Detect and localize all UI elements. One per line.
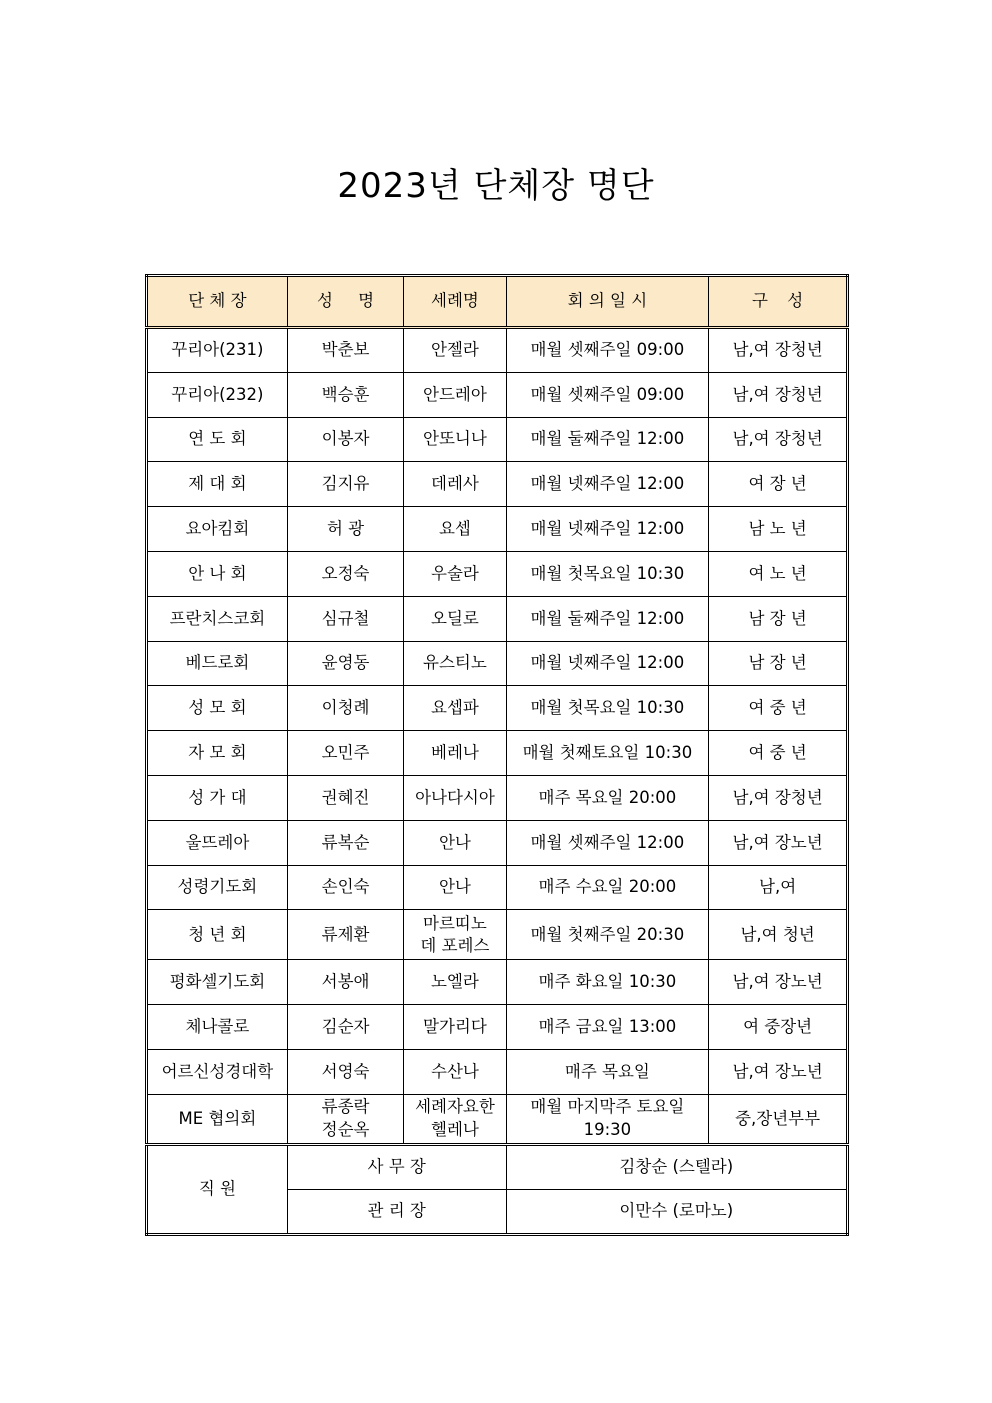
table-row xyxy=(147,551,848,596)
meeting-cell: 매월 첫목요일 10:30 xyxy=(506,551,709,596)
name-cell: 이봉자 xyxy=(287,417,403,462)
group-cell: 남,여 청년 xyxy=(709,910,848,960)
table-row xyxy=(147,1094,848,1144)
name-cell: 서봉애 xyxy=(287,960,403,1005)
group-cell: 남,여 장청년 xyxy=(709,328,848,373)
baptism-cell-line: 마르띠노 xyxy=(423,913,487,933)
org-cell: 연 도 회 xyxy=(147,417,288,462)
header-row xyxy=(147,276,848,328)
org-cell: 청 년 회 xyxy=(147,910,288,960)
name-cell: 김지유 xyxy=(287,462,403,507)
baptism-cell: 우술라 xyxy=(404,551,506,596)
org-cell: 자 모 회 xyxy=(147,731,288,776)
header-org: 단 체 장 xyxy=(147,276,288,328)
table-row xyxy=(147,462,848,507)
group-cell: 남,여 xyxy=(709,865,848,910)
baptism-cell: 안드레아 xyxy=(404,372,506,417)
org-cell: ME 협의회 xyxy=(147,1094,288,1144)
group-cell: 중,장년부부 xyxy=(709,1094,848,1144)
name-cell: 권혜진 xyxy=(287,775,403,820)
meeting-cell-line: 매월 마지막주 토요일 xyxy=(530,1097,685,1117)
name-cell-line: 정순옥 xyxy=(321,1119,370,1139)
baptism-cell: 말가리다 xyxy=(404,1005,506,1050)
org-cell: 제 대 회 xyxy=(147,462,288,507)
roster-body xyxy=(147,328,848,1235)
meeting-cell: 매월 둘째주일 12:00 xyxy=(506,417,709,462)
group-cell: 여 중 년 xyxy=(709,731,848,776)
name-cell: 김순자 xyxy=(287,1005,403,1050)
meeting-cell: 매월 첫목요일 10:30 xyxy=(506,686,709,731)
group-cell: 여 장 년 xyxy=(709,462,848,507)
org-cell: 꾸리아(231) xyxy=(147,328,288,373)
baptism-cell: 오딜로 xyxy=(404,596,506,641)
name-cell xyxy=(287,1094,403,1144)
table-row xyxy=(147,865,848,910)
meeting-cell: 매월 둘째주일 12:00 xyxy=(506,596,709,641)
name-cell: 박춘보 xyxy=(287,328,403,373)
table-row xyxy=(147,372,848,417)
page-title: 2023년 단체장 명단 xyxy=(337,166,655,206)
header-group: 구 성 xyxy=(709,276,848,328)
group-cell: 여 중장년 xyxy=(709,1005,848,1050)
baptism-cell: 안또니나 xyxy=(404,417,506,462)
org-cell: 평화셀기도회 xyxy=(147,960,288,1005)
meeting-cell: 매월 첫째토요일 10:30 xyxy=(506,731,709,776)
baptism-cell-line: 세례자요한 xyxy=(415,1097,495,1117)
table-row xyxy=(147,1005,848,1050)
org-cell: 꾸리아(232) xyxy=(147,372,288,417)
meeting-cell: 매주 목요일 xyxy=(506,1049,709,1094)
meeting-cell: 매월 셋째주일 09:00 xyxy=(506,328,709,373)
group-cell: 여 중 년 xyxy=(709,686,848,731)
name-cell: 이청례 xyxy=(287,686,403,731)
group-cell: 남,여 장청년 xyxy=(709,372,848,417)
table-row xyxy=(147,820,848,865)
meeting-cell-line: 19:30 xyxy=(583,1119,632,1139)
baptism-cell: 안나 xyxy=(404,820,506,865)
org-cell: 울뜨레아 xyxy=(147,820,288,865)
staff-row xyxy=(147,1144,848,1189)
group-cell: 여 노 년 xyxy=(709,551,848,596)
baptism-cell: 안젤라 xyxy=(404,328,506,373)
name-cell: 서영숙 xyxy=(287,1049,403,1094)
org-cell: 베드로회 xyxy=(147,641,288,686)
group-cell: 남,여 장청년 xyxy=(709,775,848,820)
baptism-cell-line: 데 포레스 xyxy=(420,935,490,955)
group-cell: 남 장 년 xyxy=(709,596,848,641)
name-cell-line: 류종락 xyxy=(321,1097,370,1117)
meeting-cell: 매주 금요일 13:00 xyxy=(506,1005,709,1050)
staff-role: 사 무 장 xyxy=(287,1144,506,1189)
name-cell: 오민주 xyxy=(287,731,403,776)
name-cell: 심규철 xyxy=(287,596,403,641)
roster-table-wrapper xyxy=(145,274,849,1236)
table-row xyxy=(147,596,848,641)
baptism-cell: 데레사 xyxy=(404,462,506,507)
name-cell: 허 광 xyxy=(287,507,403,552)
roster-table xyxy=(145,274,849,1236)
meeting-cell: 매월 넷째주일 12:00 xyxy=(506,641,709,686)
meeting-cell xyxy=(506,1094,709,1144)
table-row xyxy=(147,1049,848,1094)
baptism-cell: 안나 xyxy=(404,865,506,910)
staff-person: 이만수 (로마노) xyxy=(506,1189,847,1234)
baptism-cell: 유스티노 xyxy=(404,641,506,686)
org-cell: 프란치스코회 xyxy=(147,596,288,641)
meeting-cell: 매주 수요일 20:00 xyxy=(506,865,709,910)
header-meeting: 회 의 일 시 xyxy=(506,276,709,328)
org-cell: 성령기도회 xyxy=(147,865,288,910)
table-row xyxy=(147,507,848,552)
name-cell: 오정숙 xyxy=(287,551,403,596)
baptism-cell: 수산나 xyxy=(404,1049,506,1094)
table-row xyxy=(147,775,848,820)
org-cell: 성 모 회 xyxy=(147,686,288,731)
table-row xyxy=(147,328,848,373)
meeting-cell: 매월 셋째주일 12:00 xyxy=(506,820,709,865)
baptism-cell: 노엘라 xyxy=(404,960,506,1005)
name-cell: 백승훈 xyxy=(287,372,403,417)
name-cell: 손인숙 xyxy=(287,865,403,910)
group-cell: 남,여 장청년 xyxy=(709,417,848,462)
meeting-cell: 매월 넷째주일 12:00 xyxy=(506,507,709,552)
header-name: 성 명 xyxy=(287,276,403,328)
group-cell: 남,여 장노년 xyxy=(709,960,848,1005)
baptism-cell: 요셉파 xyxy=(404,686,506,731)
table-row xyxy=(147,960,848,1005)
baptism-cell: 아나다시아 xyxy=(404,775,506,820)
baptism-cell: 베레나 xyxy=(404,731,506,776)
group-cell: 남 장 년 xyxy=(709,641,848,686)
baptism-cell xyxy=(404,1094,506,1144)
name-cell: 류제환 xyxy=(287,910,403,960)
org-cell: 안 나 회 xyxy=(147,551,288,596)
org-cell: 성 가 대 xyxy=(147,775,288,820)
staff-person: 김창순 (스텔라) xyxy=(506,1144,847,1189)
meeting-cell: 매주 목요일 20:00 xyxy=(506,775,709,820)
meeting-cell: 매월 넷째주일 12:00 xyxy=(506,462,709,507)
org-cell: 요아킴회 xyxy=(147,507,288,552)
table-row xyxy=(147,686,848,731)
group-cell: 남,여 장노년 xyxy=(709,820,848,865)
baptism-cell xyxy=(404,910,506,960)
meeting-cell: 매월 첫째주일 20:30 xyxy=(506,910,709,960)
org-cell: 체나콜로 xyxy=(147,1005,288,1050)
baptism-cell: 요셉 xyxy=(404,507,506,552)
table-row xyxy=(147,417,848,462)
table-row xyxy=(147,641,848,686)
staff-label: 직 원 xyxy=(147,1144,288,1234)
name-cell: 윤영동 xyxy=(287,641,403,686)
baptism-cell-line: 헬레나 xyxy=(431,1119,479,1139)
meeting-cell: 매월 셋째주일 09:00 xyxy=(506,372,709,417)
header-baptism: 세례명 xyxy=(404,276,506,328)
table-row xyxy=(147,910,848,960)
staff-role: 관 리 장 xyxy=(287,1189,506,1234)
meeting-cell: 매주 화요일 10:30 xyxy=(506,960,709,1005)
group-cell: 남,여 장노년 xyxy=(709,1049,848,1094)
name-cell: 류복순 xyxy=(287,820,403,865)
table-row xyxy=(147,731,848,776)
group-cell: 남 노 년 xyxy=(709,507,848,552)
org-cell: 어르신성경대학 xyxy=(147,1049,288,1094)
